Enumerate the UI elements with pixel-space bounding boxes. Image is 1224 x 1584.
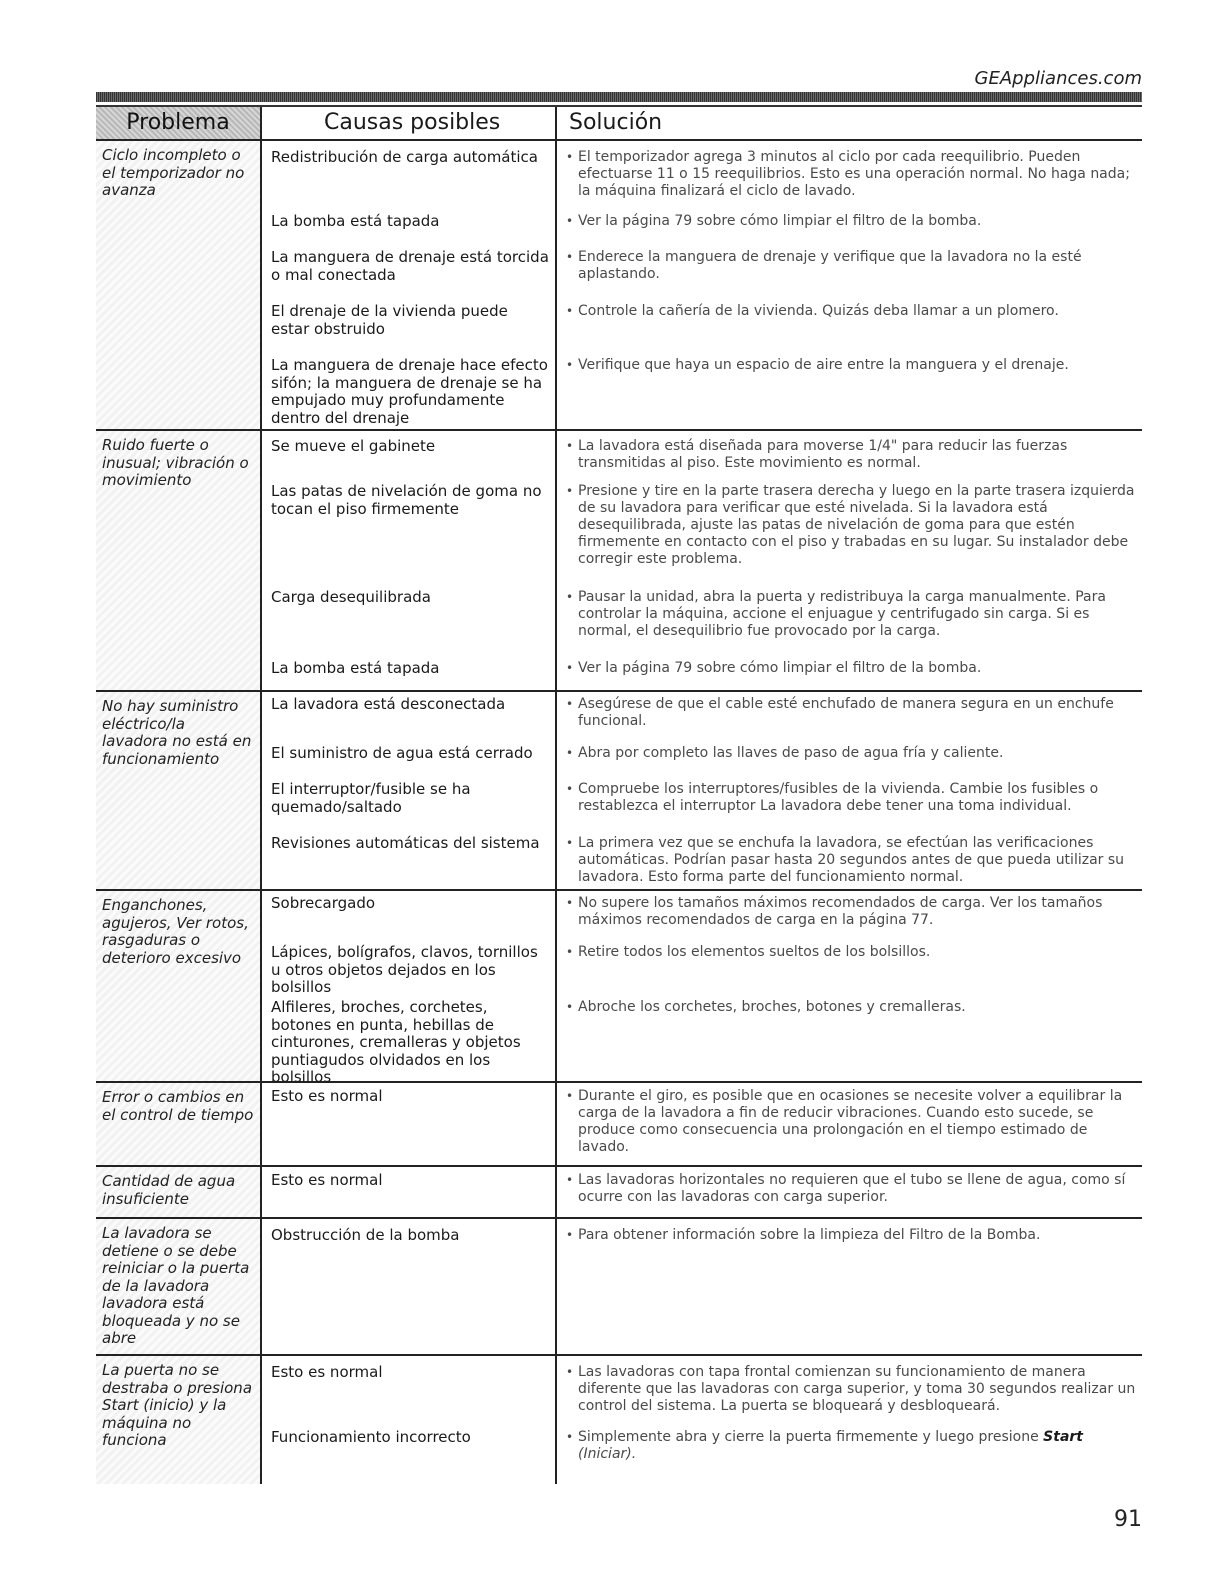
solution-cell (555, 891, 1142, 944)
solution-main: No supere los tamaños máximos recomendados de carga. Ver los tamaños máximos recomendados de carga en la página 77. (578, 895, 1103, 928)
problem-group (96, 1356, 1142, 1484)
solution-main: Abra por completo las llaves de paso de agua fría y caliente. (578, 745, 1004, 761)
bullet-icon: • (566, 836, 574, 850)
table-row (262, 303, 1142, 357)
cause-cell: Redistribución de carga automática (271, 148, 538, 166)
cause-cell: Esto es normal (271, 1171, 383, 1189)
table-row (262, 891, 1142, 944)
solution-cell (555, 483, 1142, 589)
table-row (262, 781, 1142, 835)
solution-text (578, 895, 1136, 944)
cause-cell: Se mueve el gabinete (271, 437, 436, 455)
table-row (262, 1083, 1142, 1165)
bullet-icon: • (566, 945, 574, 959)
bullet-icon: • (566, 746, 574, 760)
troubleshooting-table (96, 107, 1142, 1484)
causes-column (260, 1219, 1142, 1354)
table-row (262, 1429, 1142, 1484)
solution-cell (555, 357, 1142, 429)
solution-cell (555, 1429, 1142, 1484)
solution-main: Las lavadoras horizontales no requieren que el tubo se llene de agua, como sí ocurre con las lavadoras con carga superior. (578, 1172, 1126, 1205)
solution-cell (555, 944, 1142, 999)
solution-text (578, 357, 1069, 429)
table-row (262, 1167, 1142, 1217)
solution-cell (555, 1167, 1142, 1217)
problem-group (96, 431, 1142, 692)
cause-cell: La bomba está tapada (271, 212, 440, 230)
causes-column (260, 141, 1142, 429)
problem-group (96, 1219, 1142, 1356)
causes-column (260, 692, 1142, 889)
causes-column (260, 431, 1142, 690)
solution-main: Asegúrese de que el cable esté enchufado de manera segura en un enchufe funcional. (578, 696, 1114, 729)
bullet-icon: • (566, 1089, 574, 1103)
bullet-icon: • (566, 590, 574, 604)
solution-text (578, 589, 1136, 660)
cause-cell: Alfileres, broches, corchetes, botones en punta, hebillas de cinturones, cremalleras y objetos puntiagudos olvidados en los bolsillos (271, 998, 521, 1086)
solution-text (578, 149, 1136, 213)
solution-text (578, 1364, 1136, 1429)
bullet-icon: • (566, 304, 574, 318)
cause-cell: Esto es normal (271, 1087, 383, 1105)
solution-cell (555, 1083, 1142, 1165)
bullet-icon: • (566, 1000, 574, 1014)
cause-cell: La manguera de drenaje está torcida o mal conectada (271, 248, 549, 284)
problem-cell: La puerta no se destraba o presiona Start (inicio) y la máquina no funciona (96, 1356, 260, 1484)
solution-cell (555, 745, 1142, 781)
solution-main: Simplemente abra y cierre la puerta firmemente y luego presione (578, 1429, 1039, 1445)
solution-cell (555, 1356, 1142, 1429)
cause-cell: El suministro de agua está cerrado (271, 744, 533, 762)
solution-text (578, 1172, 1136, 1217)
cause-cell: Obstrucción de la bomba (271, 1226, 460, 1244)
table-header (96, 107, 1142, 141)
table-row (262, 745, 1142, 781)
site-url: GEAppliances.com (974, 68, 1142, 89)
bullet-icon: • (566, 697, 574, 711)
solution-text (578, 660, 981, 690)
solution-text (578, 303, 1059, 357)
solution-main: Retire todos los elementos sueltos de los bolsillos. (578, 944, 931, 960)
cause-cell: Funcionamiento incorrecto (271, 1428, 471, 1446)
solution-text (578, 944, 930, 999)
problem-group (96, 1083, 1142, 1167)
bullet-icon: • (566, 439, 574, 453)
cause-cell: Revisiones automáticas del sistema (271, 834, 540, 852)
problem-cell: La lavadora se detiene o se debe reiniciar o la puerta de la lavadora lavadora está bloqueada y no se abre (96, 1219, 260, 1354)
table-row (262, 357, 1142, 429)
causes-column (260, 1356, 1142, 1484)
bullet-icon: • (566, 150, 574, 164)
problem-group (96, 141, 1142, 431)
problem-cell: Enganchones, agujeros, Ver rotos, rasgaduras o deterioro excesivo (96, 891, 260, 1081)
header-problem: Problema (96, 107, 260, 139)
problem-group (96, 692, 1142, 891)
bullet-icon: • (566, 661, 574, 675)
solution-cell (555, 999, 1142, 1081)
solution-cell (555, 781, 1142, 835)
solution-cell (555, 692, 1142, 745)
bullet-icon: • (566, 1365, 574, 1379)
bullet-icon: • (566, 484, 574, 498)
bullet-icon: • (566, 1173, 574, 1187)
bullet-icon: • (566, 896, 574, 910)
solution-text (578, 249, 1136, 303)
solution-text (578, 1429, 1136, 1484)
solution-text (578, 835, 1136, 889)
solution-text (578, 696, 1136, 745)
solution-main: Compruebe los interruptores/fusibles de la vivienda. Cambie los fusibles o restablezca el interruptor La lavadora debe tener una toma individual. (578, 781, 1099, 814)
page-number: 91 (1114, 1507, 1142, 1532)
cause-cell: El drenaje de la vivienda puede estar obstruido (271, 302, 508, 338)
header-causes: Causas posibles (260, 107, 555, 139)
table-row (262, 1356, 1142, 1429)
solution-main: Ver la página 79 sobre cómo limpiar el filtro de la bomba. (578, 660, 982, 676)
causes-column (260, 891, 1142, 1086)
solution-main: Enderece la manguera de drenaje y verifique que la lavadora no la esté aplastando. (578, 249, 1082, 282)
solution-cell (555, 589, 1142, 660)
problem-cell: Cantidad de agua insuficiente (96, 1167, 260, 1217)
solution-main: La lavadora está diseñada para moverse 1/4" para reducir las fuerzas transmitidas al piso. Este movimiento es normal. (578, 438, 1068, 471)
solution-cell (555, 835, 1142, 889)
table-row (262, 213, 1142, 249)
solution-main: Controle la cañería de la vivienda. Quizás deba llamar a un plomero. (578, 303, 1059, 319)
causes-column (260, 1083, 1142, 1165)
problem-group (96, 1167, 1142, 1219)
solution-cell (555, 249, 1142, 303)
problem-cell: No hay suministro eléctrico/la lavadora no está en funcionamiento (96, 692, 260, 889)
solution-cell (555, 303, 1142, 357)
solution-text (578, 1227, 1040, 1354)
table-row (262, 1219, 1142, 1354)
bullet-icon: • (566, 782, 574, 796)
table-row (262, 141, 1142, 213)
problem-group (96, 891, 1142, 1086)
solution-main: La primera vez que se enchufa la lavadora, se efectúan las verificaciones automáticas. Podrían pasar hasta 20 segundos antes de que pueda utilizar su lavadora. Esto forma parte del funcionamiento normal. (578, 835, 1125, 885)
header-rule (96, 92, 1142, 102)
problem-cell: Ruido fuerte o inusual; vibración o movimiento (96, 431, 260, 690)
solution-main: Las lavadoras con tapa frontal comienzan su funcionamiento de manera diferente que las lavadoras con carga superior, y toma 30 segundos realizar un control del sistema. La puerta se bloqueará y desbloqueará. (578, 1364, 1136, 1414)
solution-emphasis: Start (1043, 1429, 1083, 1445)
solution-text (578, 781, 1136, 835)
problem-cell: Ciclo incompleto o el temporizador no avanza (96, 141, 260, 429)
bullet-icon: • (566, 1430, 574, 1444)
solution-text (578, 1088, 1136, 1165)
solution-text (578, 999, 966, 1081)
bullet-icon: • (566, 1228, 574, 1242)
solution-text (578, 213, 981, 249)
header-solution: Solución (555, 107, 1142, 139)
solution-cell (555, 1219, 1142, 1354)
solution-main: Presione y tire en la parte trasera derecha y luego en la parte trasera izquierda de su lavadora para verificar que esté nivelada. Si la lavadora está desequilibrada, ajuste las patas de nivelación de goma para que estén firmemente en contacto con el piso y trabadas en su lugar. Su instalador debe corregir este problema. (578, 483, 1135, 567)
table-row (262, 483, 1142, 589)
solution-main: Ver la página 79 sobre cómo limpiar el filtro de la bomba. (578, 213, 982, 229)
cause-cell: Esto es normal (271, 1363, 383, 1381)
solution-cell (555, 213, 1142, 249)
solution-main: Abroche los corchetes, broches, botones y cremalleras. (578, 999, 966, 1015)
cause-cell: Sobrecargado (271, 894, 376, 912)
solution-main: El temporizador agrega 3 minutos al ciclo por cada reequilibrio. Pueden efectuarse 11 o 15 reequilibrios. Esto es una operación normal. No haga nada; la máquina finalizará el ciclo de lavado. (578, 149, 1130, 199)
table-row (262, 249, 1142, 303)
solution-text (578, 438, 1136, 483)
cause-cell: El interruptor/fusible se ha quemado/saltado (271, 780, 471, 816)
solution-text (578, 483, 1136, 589)
bullet-icon: • (566, 214, 574, 228)
table-row (262, 998, 1142, 1086)
solution-main: Durante el giro, es posible que en ocasiones se necesite volver a equilibrar la carga de la lavadora a fin de reducir vibraciones. Cuando esto sucede, se produce como consecuencia una prolongación en el tiempo estimado de lavado. (578, 1088, 1123, 1155)
table-row (262, 660, 1142, 690)
cause-cell: Carga desequilibrada (271, 588, 431, 606)
cause-cell: La bomba está tapada (271, 659, 440, 677)
solution-tail: (Iniciar). (578, 1446, 637, 1462)
table-body (96, 141, 1142, 1484)
solution-main: Pausar la unidad, abra la puerta y redistribuya la carga manualmente. Para controlar la máquina, accione el enjuague y centrifugado sin carga. Si es normal, el desequilibrio fue provocado por la carga. (578, 589, 1106, 639)
solution-cell (555, 431, 1142, 483)
bullet-icon: • (566, 250, 574, 264)
table-row (262, 944, 1142, 999)
table-row (262, 589, 1142, 660)
table-row (262, 692, 1142, 745)
table-row (262, 431, 1142, 483)
solution-text (578, 745, 1003, 781)
cause-cell: Lápices, bolígrafos, clavos, tornillos u otros objetos dejados en los bolsillos (271, 943, 538, 996)
cause-cell: La lavadora está desconectada (271, 695, 506, 713)
causes-column (260, 1167, 1142, 1217)
cause-cell: Las patas de nivelación de goma no tocan el piso firmemente (271, 482, 542, 518)
solution-cell (555, 660, 1142, 690)
problem-cell: Error o cambios en el control de tiempo (96, 1083, 260, 1165)
solution-cell (555, 141, 1142, 213)
solution-main: Para obtener información sobre la limpieza del Filtro de la Bomba. (578, 1227, 1041, 1243)
cause-cell: La manguera de drenaje hace efecto sifón; la manguera de drenaje se ha empujado muy profundamente dentro del drenaje (271, 356, 548, 427)
solution-main: Verifique que haya un espacio de aire entre la manguera y el drenaje. (578, 357, 1069, 373)
table-row (262, 835, 1142, 889)
bullet-icon: • (566, 358, 574, 372)
